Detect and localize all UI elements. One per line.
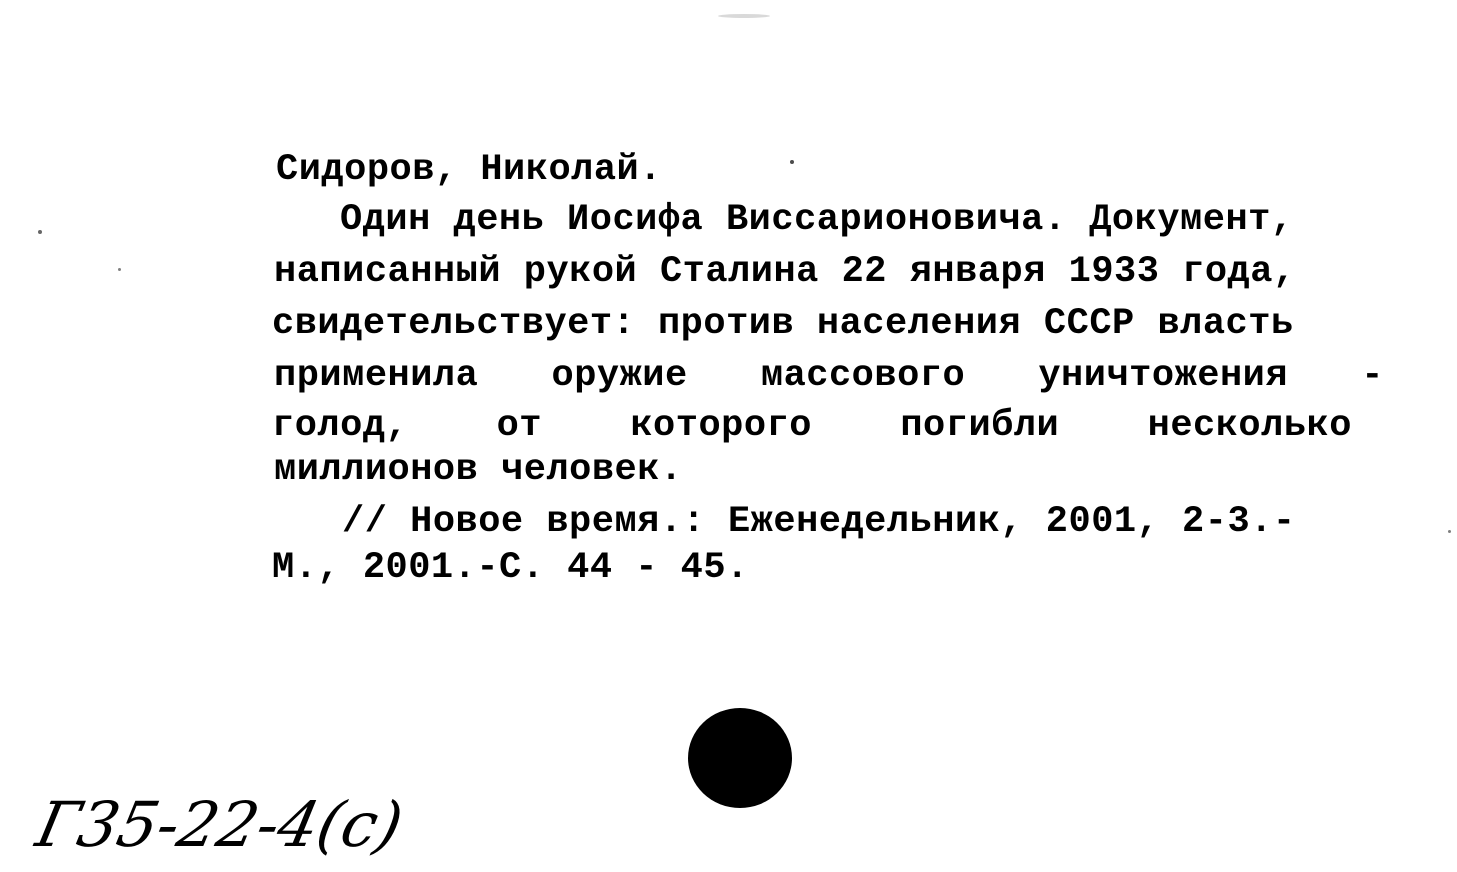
title-line-2: написанный рукой Сталина 22 января 1933 года, <box>274 251 1296 293</box>
title-line-3: свидетельствует: против населения СССР власть <box>272 303 1294 345</box>
title-line-1: Один день Иосифа Виссарионовича. Документ, <box>340 199 1294 241</box>
scan-speck <box>118 268 121 271</box>
word: от <box>496 405 542 447</box>
title-line-6: миллионов человек. <box>274 449 683 491</box>
punch-hole <box>688 708 792 808</box>
scan-speck <box>790 160 794 164</box>
word: которого <box>630 405 812 447</box>
word: применила <box>274 355 479 397</box>
scan-speck <box>1448 530 1451 533</box>
word: оружие <box>551 355 688 397</box>
word: - <box>1361 355 1384 397</box>
word: голод, <box>272 405 409 447</box>
word: массового <box>760 355 966 397</box>
source-line-1: // Новое время.: Еженедельник, 2001, 2-3.- <box>342 501 1296 543</box>
word: погибли <box>900 405 1060 447</box>
source-line-2: М., 2001.-С. 44 - 45. <box>272 547 749 589</box>
word: несколько <box>1147 405 1352 447</box>
title-line-4 <box>274 354 1384 398</box>
title-line-5 <box>272 404 1352 448</box>
scan-speck <box>38 230 42 234</box>
word: уничтожения <box>1038 355 1289 397</box>
scan-speck <box>718 14 770 18</box>
call-number: Г35-22-4(с) <box>30 788 410 861</box>
author-heading: Сидоров, Николай. <box>276 149 662 191</box>
